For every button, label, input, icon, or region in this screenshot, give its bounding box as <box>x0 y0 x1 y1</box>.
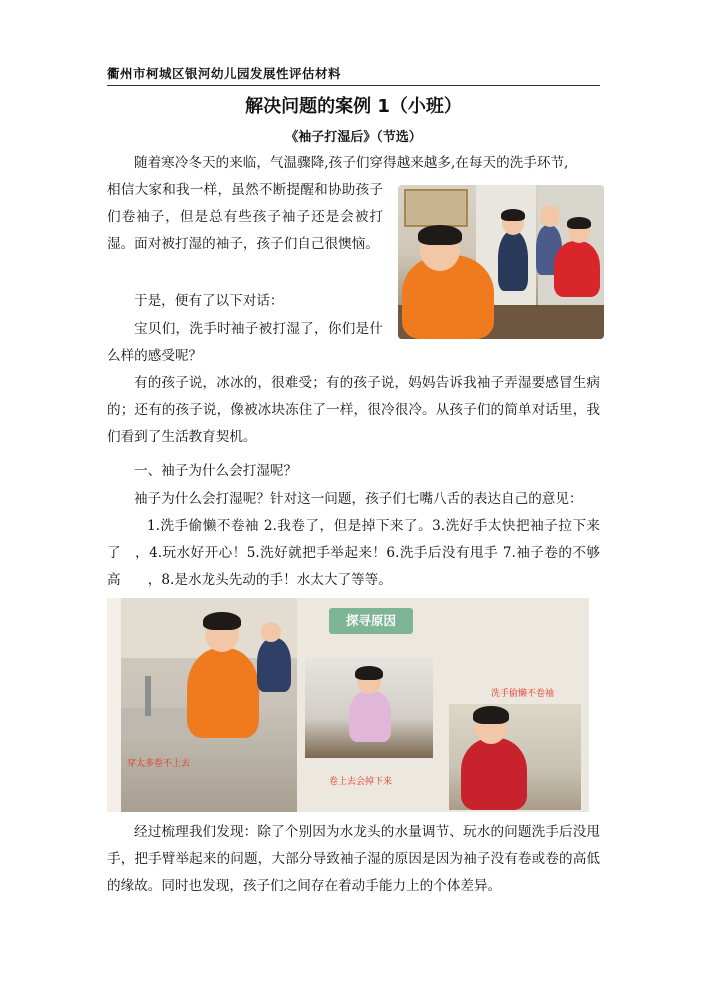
photo-collage-exploring-causes <box>107 598 589 812</box>
caption-too-thick: 穿太多卷不上去 <box>127 759 191 769</box>
document-header: 衢州市柯城区银河幼儿园发展性评估材料 <box>107 64 600 86</box>
explore-causes-tag: 探寻原因 <box>329 608 413 634</box>
caption-lazy-no-roll: 洗手偷懒不卷袖 <box>491 689 555 699</box>
paragraph-reasons-list: 1.洗手偷懒不卷袖 2.我卷了，但是掉下来了。3.洗好手太快把袖子拉下来了 ，4.玩水好开心！5.洗好就把手举起来！6.洗手后没有甩手 7.袖子卷的不够高 ，8.是水龙头先动的手！水太大了等等。 <box>107 518 600 588</box>
page-title: 解决问题的案例 1（小班） <box>245 96 462 117</box>
collage-photo-middle <box>305 658 433 758</box>
paragraph-intro: 随着寒冷冬天的来临，气温骤降,孩子们穿得越来越多,在每天的洗手环节, <box>134 155 569 171</box>
paragraph-discussion: 袖子为什么会打湿呢？针对这一问题，孩子们七嘴八舌的表达自己的意见： <box>134 491 583 507</box>
caption-slides-down: 卷上去会掉下来 <box>329 777 393 787</box>
paragraph-dialogue-intro: 于是，便有了以下对话： <box>134 293 284 309</box>
photo-children-washing-hands <box>398 185 604 339</box>
section-heading-why-wet: 一、袖子为什么会打湿呢？ <box>134 463 298 479</box>
collage-photo-left <box>107 598 297 812</box>
paragraph-findings: 经过梳理我们发现：除了个别因为水龙头的水量调节、玩水的问题洗手后没甩手，把手臂举起来的问题，大部分导致袖子湿的原因是因为袖子没有卷或卷的高低的缘故。同时也发现，孩子们之间存在着动手能力上的个体差异。 <box>107 824 600 894</box>
page-subtitle: 《袖子打湿后》（节选） <box>285 130 422 145</box>
paragraph-question: 宝贝们，洗手时袖子被打湿了，你们是什么样的感受呢？ <box>107 321 383 364</box>
collage-photo-right <box>449 704 581 810</box>
paragraph-responses: 有的孩子说，冰冰的，很难受；有的孩子说，妈妈告诉我袖子弄湿要感冒生病的；还有的孩子说，像被冰块冻住了一样，很冷很冷。从孩子们的简单对话里，我们看到了生活教育契机。 <box>107 375 600 445</box>
paragraph-intro-continued: 相信大家和我一样，虽然不断提醒和协助孩子们卷袖子，但是总有些孩子袖子还是会被打湿。面对被打湿的袖子，孩子们自己很懊恼。 <box>107 182 383 252</box>
